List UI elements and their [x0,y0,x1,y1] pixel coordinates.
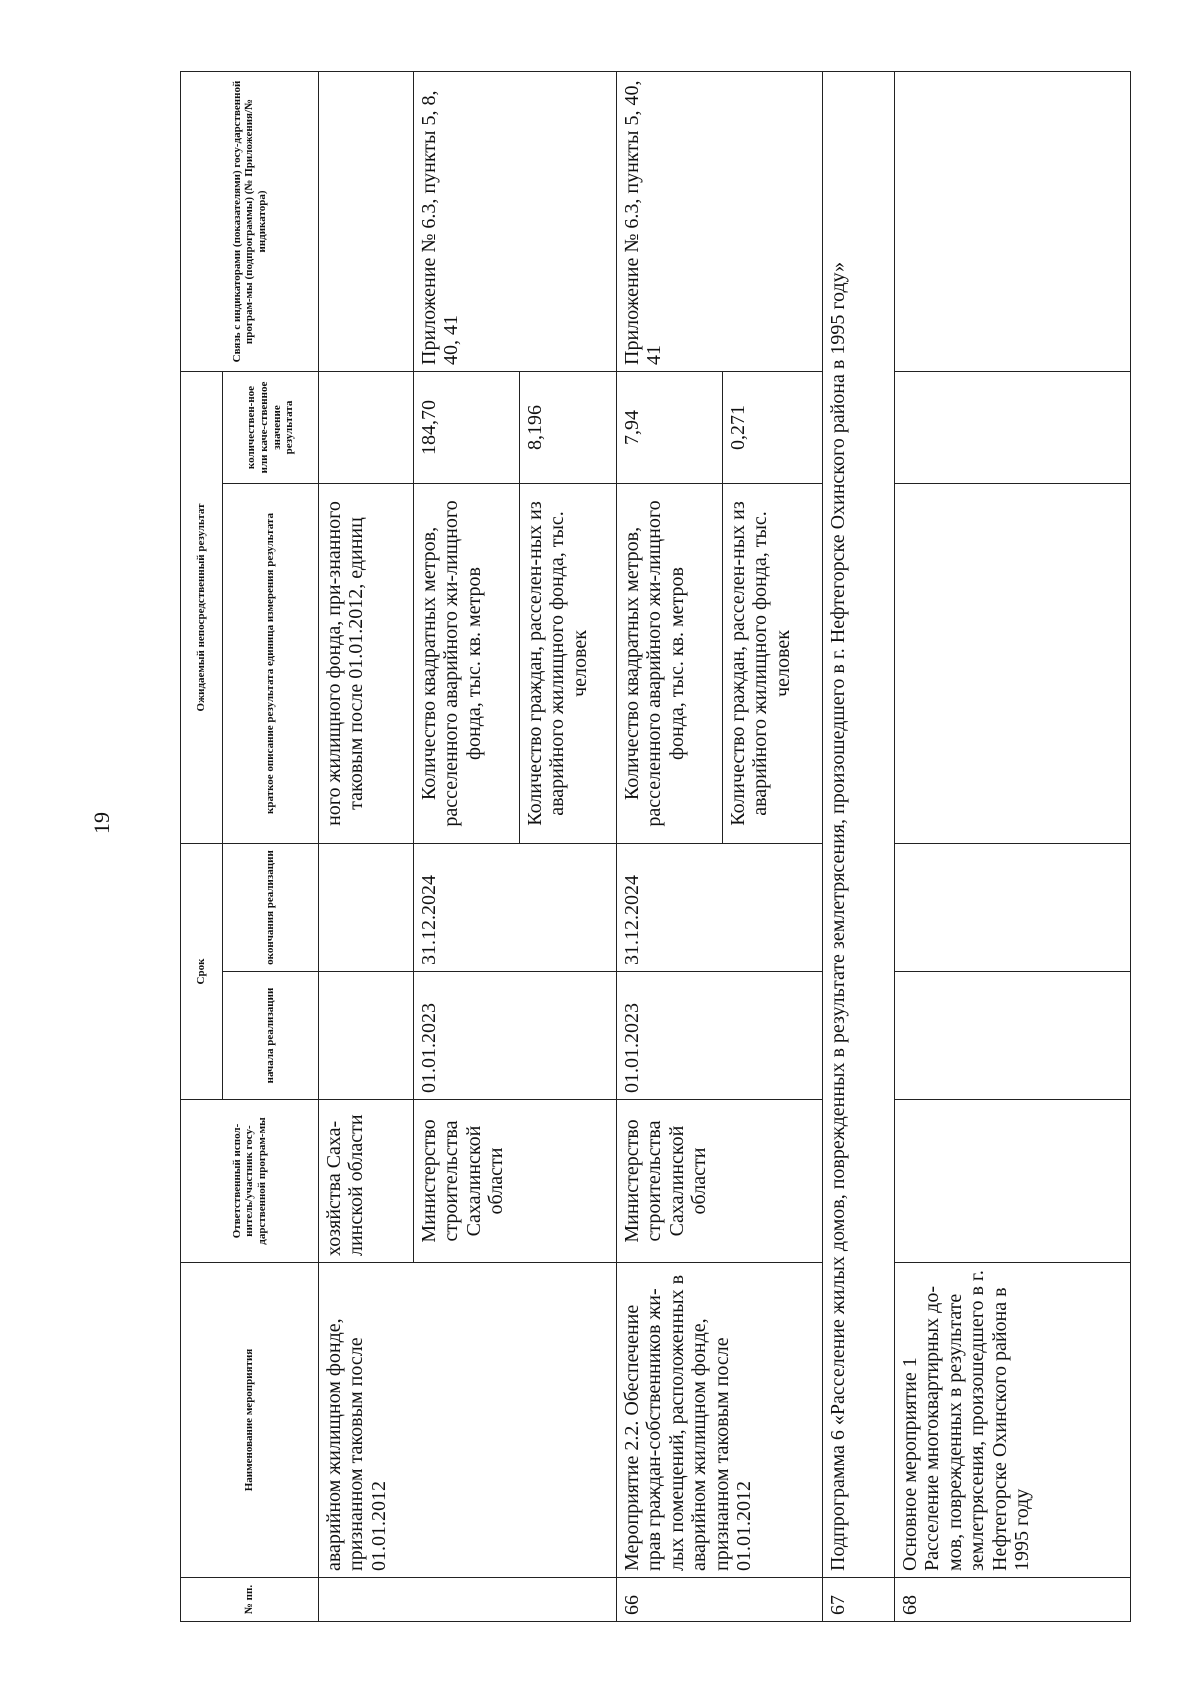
row-link: Приложение № 6.3, пункты 5, 8, 40, 41 [414,72,617,372]
header-num: № пп. [181,1578,319,1622]
header-term: Срок [181,844,223,1100]
header-result: Ожидаемый непосредственный результат [181,372,223,844]
row-name: Мероприятие 2.2. Обеспечение прав граждан-собственников жи-лых помещений, расположенных в аварийном жилищном фонде, признанном таковым после 01.01.2012 [617,1263,823,1578]
row-end: 31.12.2024 [414,844,617,972]
row-result-value [895,372,1131,484]
row-name: Основное мероприятие 1 Расселение многоквартирных до-мов, поврежденных в результате землетрясения, произошедшего в г. Нефтегорске Охинского района в 1995 году [895,1263,1131,1578]
row-result-desc [895,484,1131,844]
row-end: 31.12.2024 [617,844,823,972]
row-responsible: Министерство строительства Сахалинской области [617,1100,823,1263]
row-result-value [319,372,414,484]
table-row [319,72,414,1622]
row-result-desc: ного жилищного фонда, при-знанного таковым после 01.01.2012, единиц [319,484,414,844]
row-start: 01.01.2023 [414,972,617,1100]
row-num: 67 [823,1578,895,1622]
row-result-value: 8,196 [520,372,617,484]
header-term-start: начала реализации [223,972,319,1100]
landscape-sheet [180,72,1070,1622]
row-link: Приложение № 6.3, пункты 5, 40, 41 [617,72,823,372]
table-row [823,72,895,1622]
header-link: Связь с индикаторами (показателями) госу-дарственной програм-мы (подпрограммы) (№ Приложения/№ индикатора) [181,72,319,372]
row-responsible: хозяйства Саха-линской области [319,1100,414,1263]
row-result-desc: Количество квадратных метров, расселенного аварийного жи-лищного фонда, тыс. кв. метров [414,484,520,844]
header-responsible: Ответственный испол-нитель/участник госу-дарственной програм-мы [181,1100,319,1263]
row-link [319,72,414,372]
row-responsible: Министерство строительства Сахалинской области [414,1100,617,1263]
program-table [180,71,1131,1622]
subprogram-title: Подпрограмма 6 «Расселение жилых домов, поврежденных в результате землетрясения, произошедшего в г. Нефтегорске Охинского района в 1995 году» [823,72,895,1578]
table-row [617,72,723,1622]
row-start: 01.01.2023 [617,972,823,1100]
row-result-value: 184,70 [414,372,520,484]
row-start [895,972,1131,1100]
row-result-desc: Количество квадратных метров, расселенного аварийного жи-лищного фонда, тыс. кв. метров [617,484,723,844]
header-row-1 [181,72,223,1622]
header-name: Наименование мероприятия [181,1263,319,1578]
header-result-value: количествен-ное или каче-ственное значение результата [223,372,319,484]
row-result-value: 7,94 [617,372,723,484]
row-result-value: 0,271 [723,372,823,484]
row-responsible [895,1100,1131,1263]
header-result-desc: краткое описание результата единица измерения результата [223,484,319,844]
row-result-desc: Количество граждан, расселен-ных из аварийного жилищного фонда, тыс. человек [520,484,617,844]
row-end [895,844,1131,972]
row-result-desc: Количество граждан, расселен-ных из аварийного жилищного фонда, тыс. человек [723,484,823,844]
row-name: аварийном жилищном фонде, признанном таковым после 01.01.2012 [319,1263,617,1578]
row-num: 66 [617,1578,823,1622]
row-end [319,844,414,972]
row-num [319,1578,617,1622]
row-num: 68 [895,1578,1131,1622]
table-row [895,72,1131,1622]
header-term-end: окончания реализации [223,844,319,972]
row-link [895,72,1131,372]
row-start [319,972,414,1100]
page-number: 19 [89,812,114,834]
